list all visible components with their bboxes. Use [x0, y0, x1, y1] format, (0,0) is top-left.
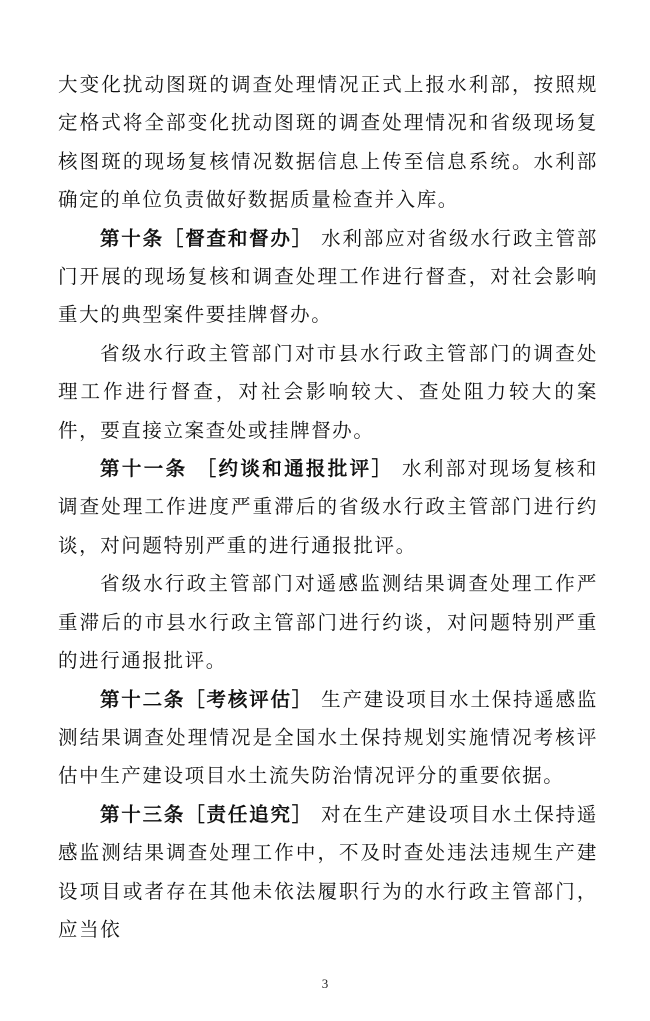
paragraph-text: 水利部对现场复核和调查处理工作进度严重滞后的省级水行政主管部门进行约谈，对问题特别严重的进行通报批评。 — [58, 457, 598, 557]
article-heading: 第十二条［考核评估］ — [100, 687, 314, 711]
paragraph-text: 水利部应对省级水行政主管部门开展的现场复核和调查处理工作进行督查，对社会影响重大的典型案件要挂牌督办。 — [58, 226, 598, 327]
article-13-accountability — [58, 796, 598, 950]
article-heading: 第十一条 ［约谈和通报批评］ — [100, 457, 394, 481]
article-10-provincial — [58, 335, 598, 450]
paragraph-text: 对在生产建设项目水土保持遥感监测结果调查处理工作中，不及时查处违法违规生产建设项目或者存在其他未依法履职行为的水行政主管部门，应当依 — [58, 802, 598, 941]
page-number: 3 — [321, 976, 329, 991]
paragraph-text: 省级水行政主管部门对市县水行政主管部门的调查处理工作进行督查，对社会影响较大、查处阻力较大的案件，要直接立案查处或挂牌督办。 — [58, 341, 598, 442]
article-10-supervision — [58, 220, 598, 335]
article-heading: 第十三条［责任追究］ — [100, 802, 314, 826]
document-body — [58, 66, 598, 949]
paragraph-intro-continuation — [58, 66, 598, 220]
article-heading: 第十条［督查和督办］ — [100, 226, 314, 250]
article-12-assessment — [58, 681, 598, 796]
article-11-interview — [58, 450, 598, 565]
paragraph-text: 生产建设项目水土保持遥感监测结果调查处理情况是全国水土保持规划实施情况考核评估中生产建设项目水土流失防治情况评分的重要依据。 — [58, 687, 598, 788]
paragraph-text: 大变化扰动图斑的调查处理情况正式上报水利部，按照规定格式将全部变化扰动图斑的调查处理情况和省级现场复核图斑的现场复核情况数据信息上传至信息系统。水利部确定的单位负责做好数据质量检查并入库。 — [58, 73, 598, 212]
paragraph-text: 省级水行政主管部门对遥感监测结果调查处理工作严重滞后的市县水行政主管部门进行约谈，对问题特别严重的进行通报批评。 — [58, 572, 598, 673]
article-11-provincial — [58, 565, 598, 680]
